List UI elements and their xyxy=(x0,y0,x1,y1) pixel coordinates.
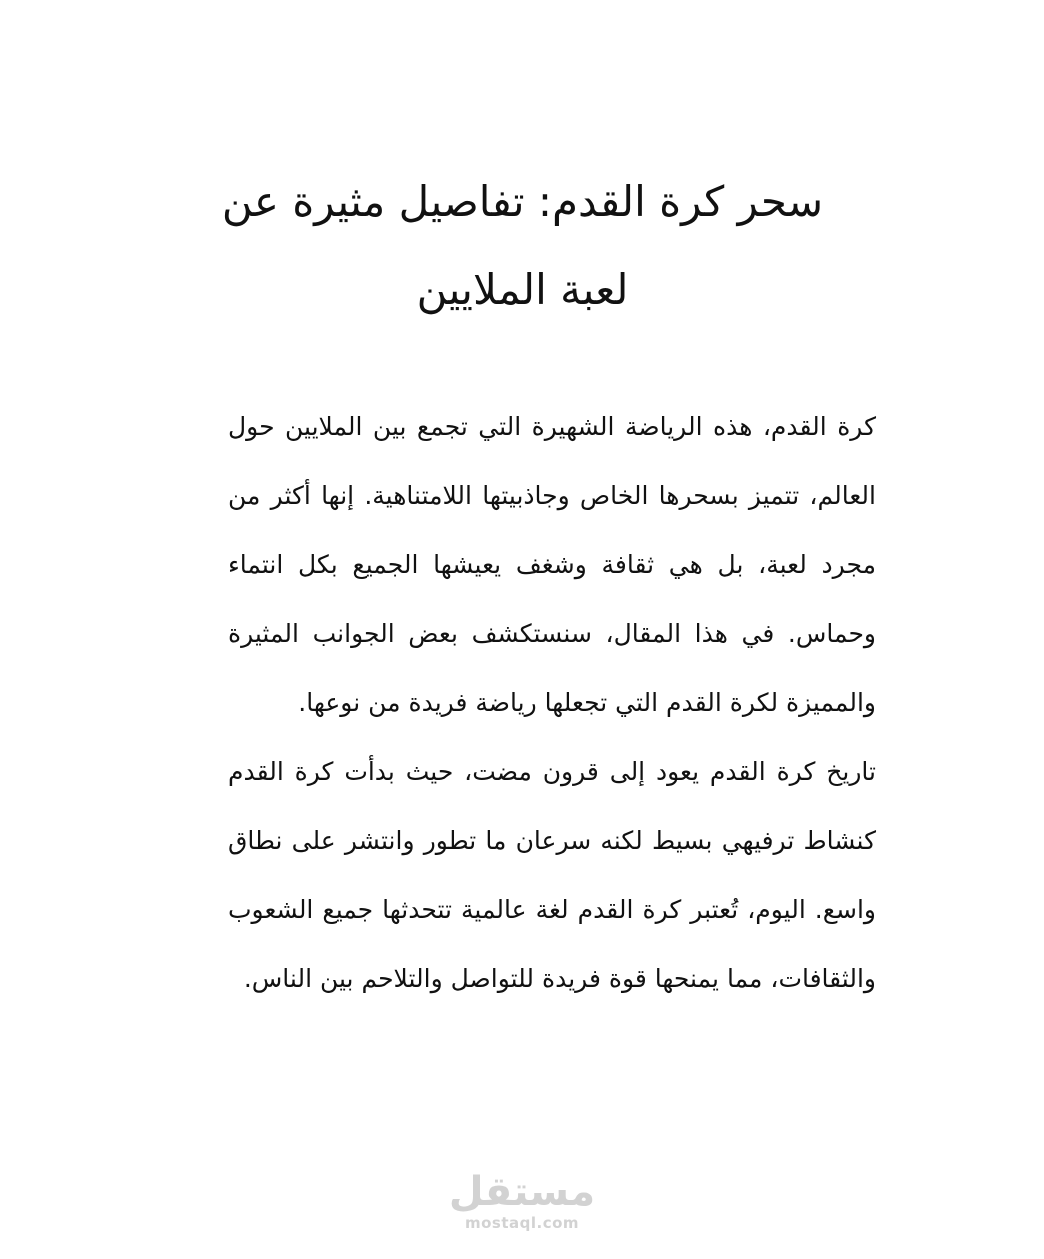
article-title: سحر كرة القدم: تفاصيل مثيرة عن لعبة الملايين xyxy=(221,177,824,314)
paragraph-history: تاريخ كرة القدم يعود إلى قرون مضت، حيث بدأت كرة القدم كنشاط ترفيهي بسيط لكنه سرعان ما تطور وانتشر على نطاق واسع. اليوم، تُعتبر كرة القدم لغة عالمية تتحدثها جميع الشعوب والثقافات، مما يمنحها قوة فريدة للتواصل والتلاحم بين الناس. xyxy=(228,757,876,993)
mostaql-watermark xyxy=(440,1170,604,1232)
watermark-domain: mostaql.com xyxy=(464,1214,580,1232)
paragraph-intro: كرة القدم، هذه الرياضة الشهيرة التي تجمع بين الملايين حول العالم، تتميز بسحرها الخاص وجاذبيتها اللامتناهية. إنها أكثر من مجرد لعبة، بل هي ثقافة وشغف يعيشها الجميع بكل انتماء وحماس. في هذا المقال، سنستكشف بعض الجوانب المثيرة والمميزة لكرة القدم التي تجعلها رياضة فريدة من نوعها. xyxy=(228,412,876,717)
article-body xyxy=(228,392,876,1013)
watermark-logo: مستقل xyxy=(448,1169,596,1215)
